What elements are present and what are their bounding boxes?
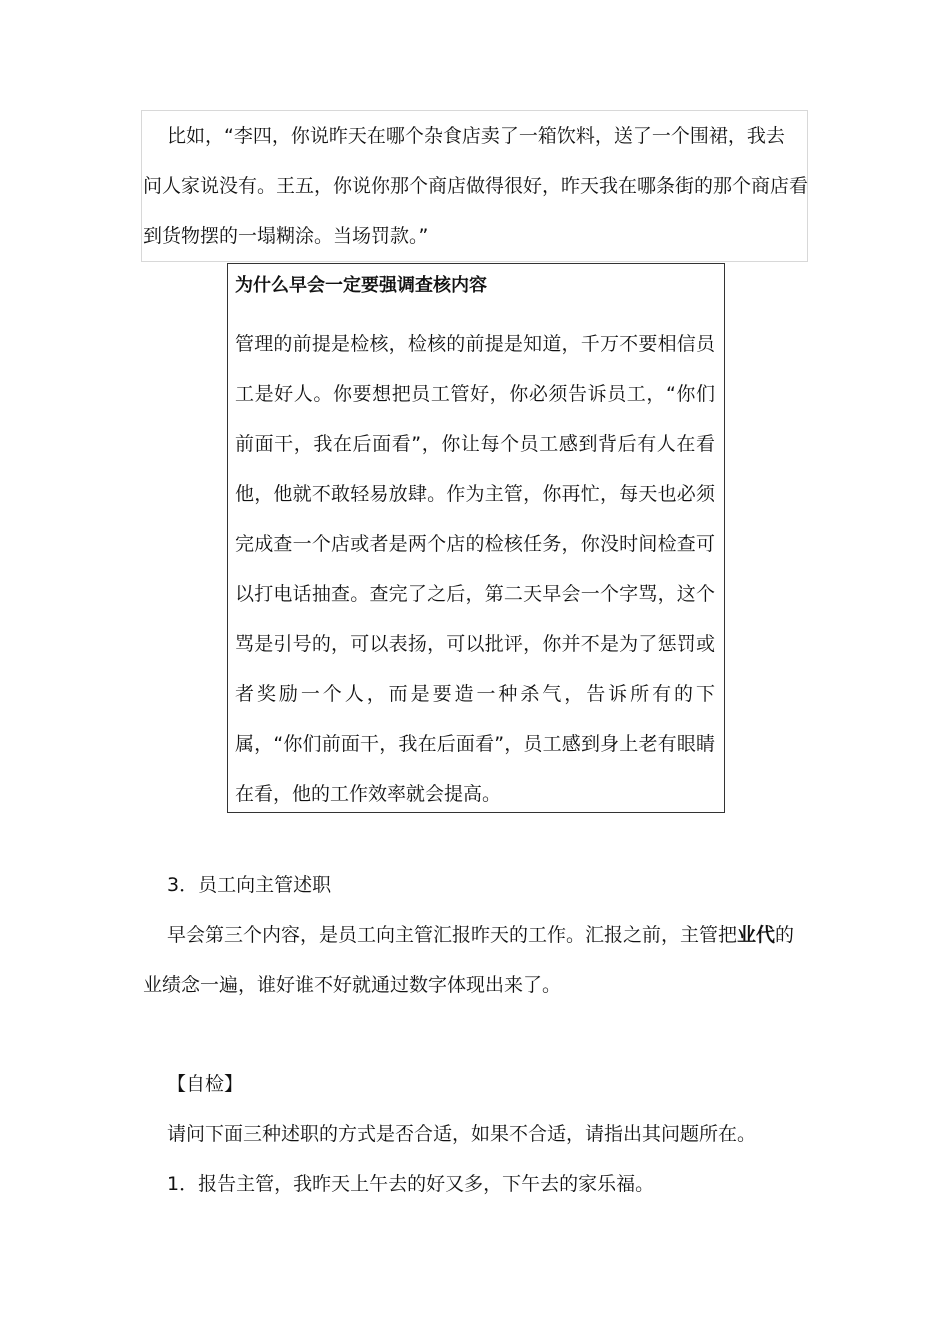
section-paragraph-line-2: 业绩念一遍，谁好谁不好就通过数字体现出来了。 bbox=[143, 974, 562, 996]
sidebar-box-body: 管理的前提是检核，检核的前提是知道，千万不要相信员工是好人。你要想把员工管好，你必须告诉员工，“你们前面干，我在后面看”，你让每个员工感到背后有人在看他，他就不敢轻易放肆。作为主管，你再忙，每天也必须完成查一个店或者是两个店的检核任务，你没时间检查可以打电话抽查。查完了之后，第二天早会一个字骂，这个骂是引号的，可以表扬，可以批评，你并不是为了惩罚或者奖励一个人，而是要造一种杀气，告诉所有的下属，“你们前面干，我在后面看”，员工感到身上老有眼睛在看，他的工作效率就会提高。 bbox=[235, 333, 715, 805]
quote-line-3: 到货物摆的一塌糊涂。当场罚款。” bbox=[143, 225, 429, 247]
quote-line-1: 比如，“李四，你说昨天在哪个杂食店卖了一箱饮料，送了一个围裙，我去 bbox=[167, 125, 785, 147]
sidebar-box-title: 为什么早会一定要强调查核内容 bbox=[235, 275, 487, 296]
self-check-item-1: 1．报告主管，我昨天上午去的好又多，下午去的家乐福。 bbox=[167, 1173, 655, 1195]
paragraph-text: 早会第三个内容，是员工向主管汇报昨天的工作。汇报之前，主管把 bbox=[167, 924, 738, 946]
section-heading: 3．员工向主管述职 bbox=[167, 874, 332, 896]
quote-line-2: 问人家说没有。王五，你说你那个商店做得很好，昨天我在哪条街的那个商店看 bbox=[143, 175, 809, 197]
paragraph-text-end: 的 bbox=[775, 924, 795, 946]
self-check-question: 请问下面三种述职的方式是否合适，如果不合适，请指出其问题所在。 bbox=[167, 1123, 757, 1145]
paragraph-bold-term: 业代 bbox=[737, 924, 776, 946]
section-paragraph-line-1 bbox=[167, 922, 794, 948]
self-check-label: 【自检】 bbox=[167, 1073, 244, 1095]
